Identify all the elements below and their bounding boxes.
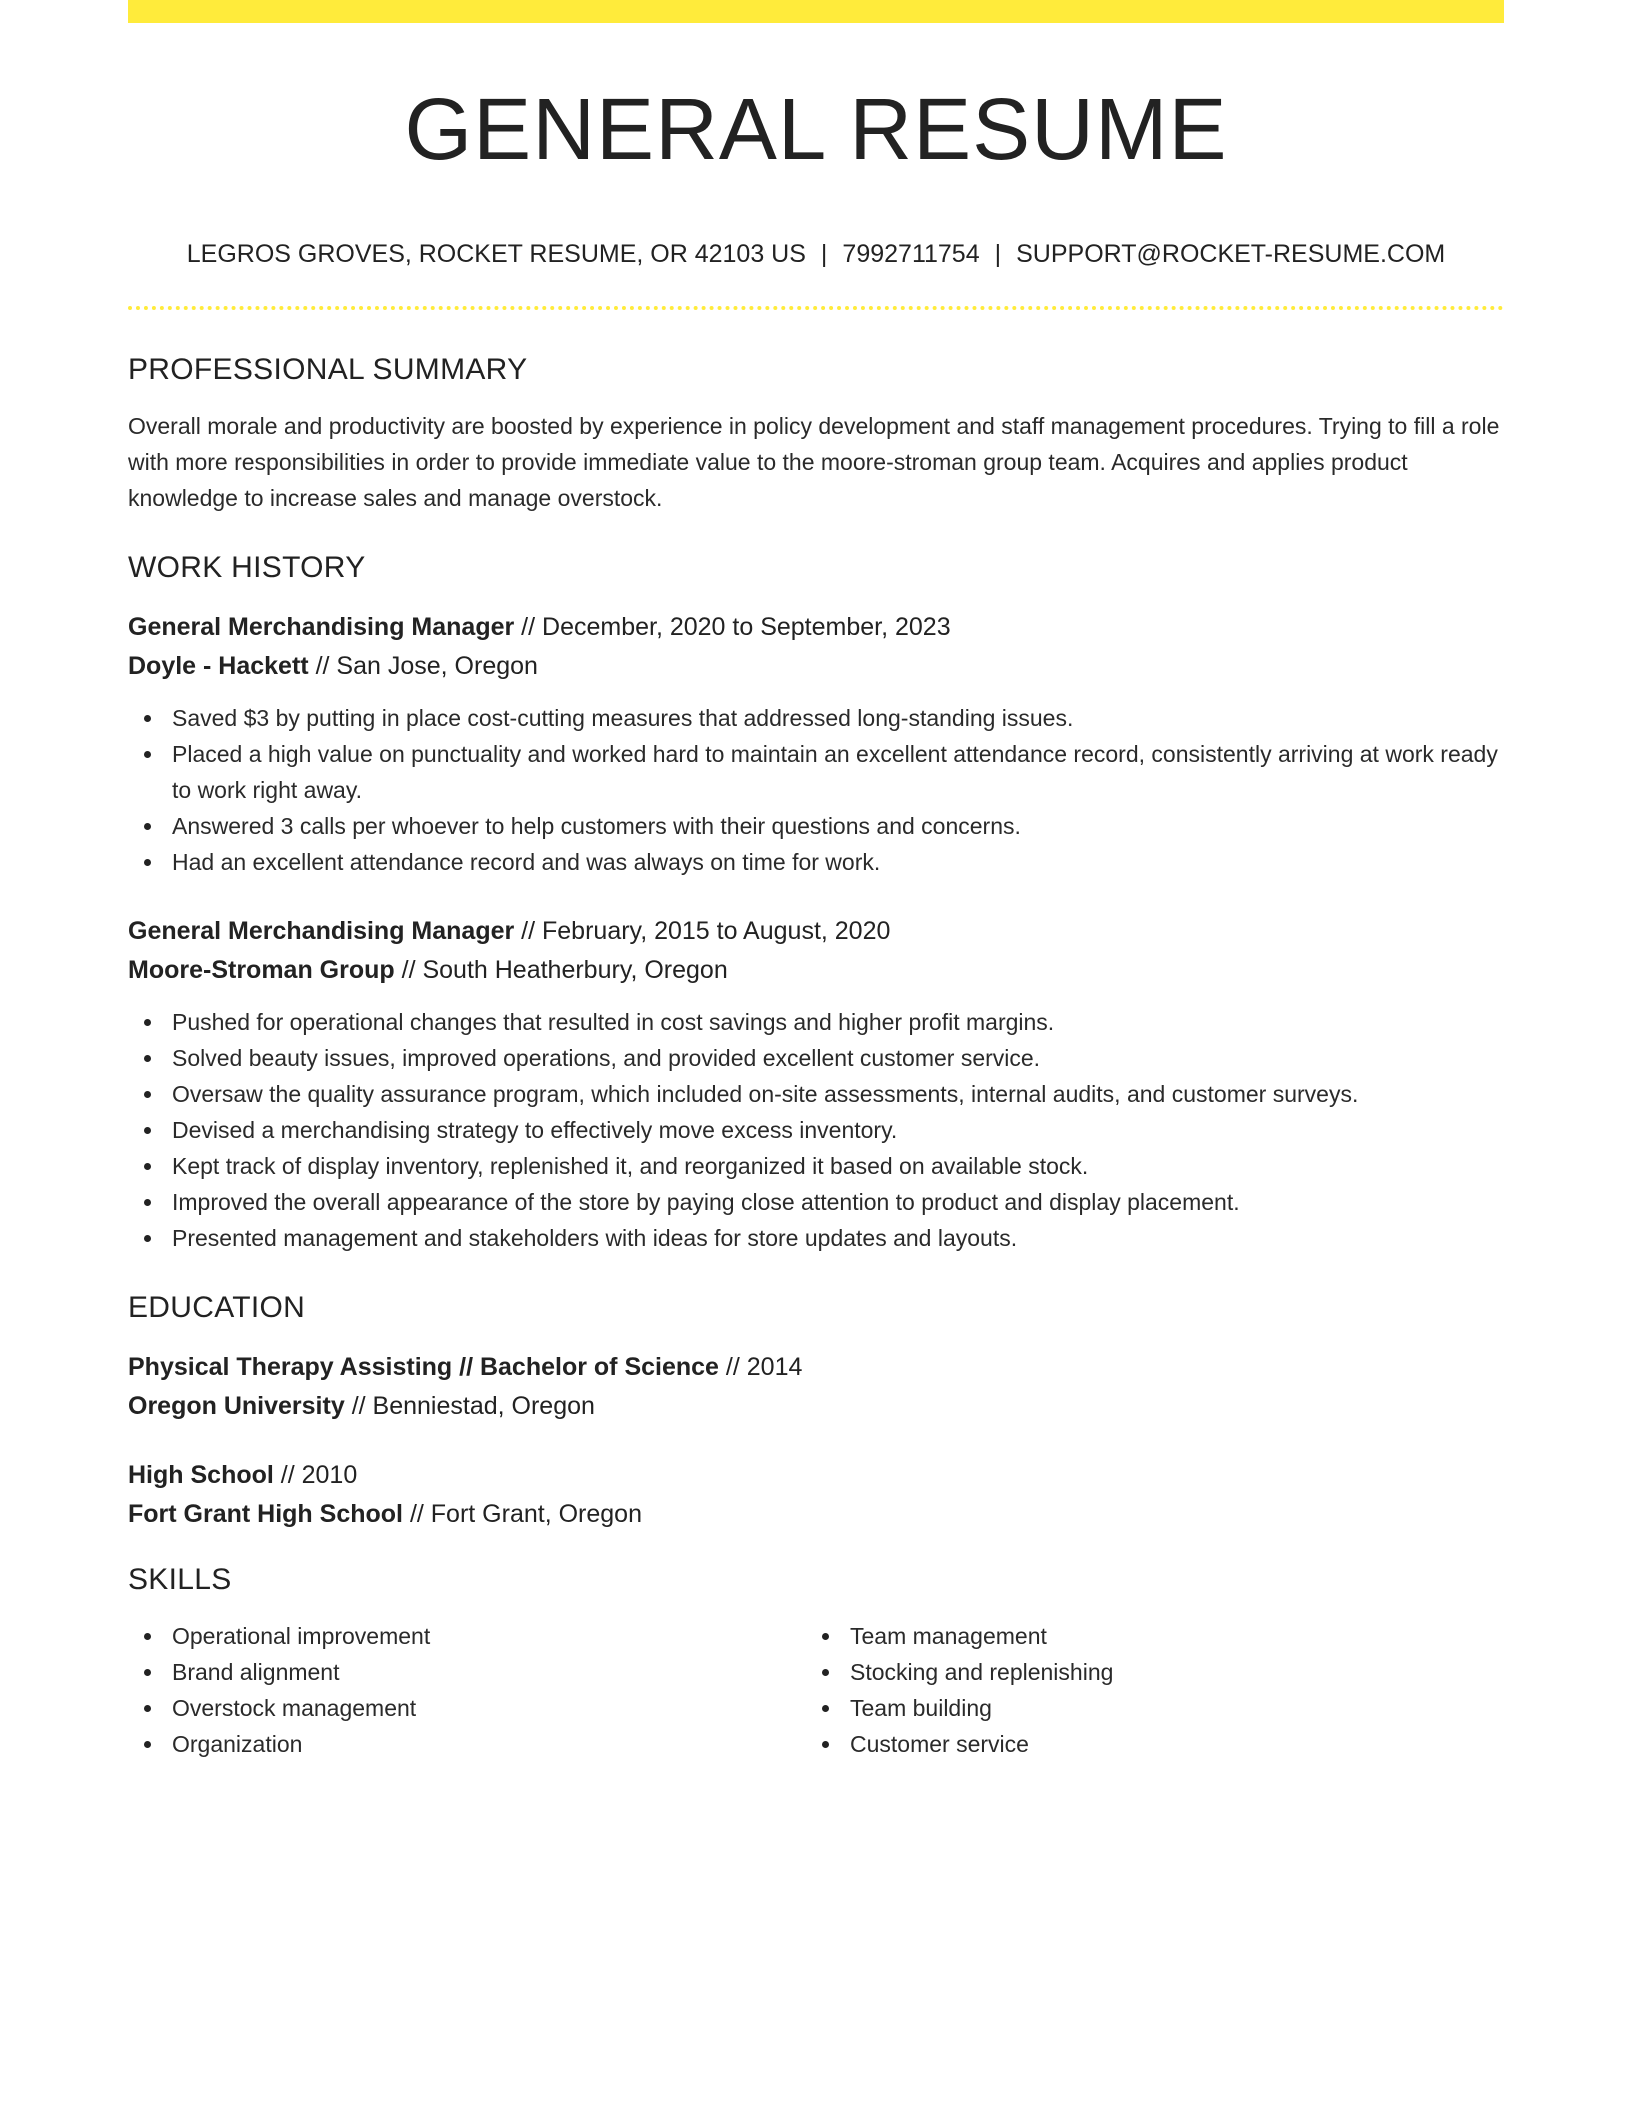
job-title: General Merchandising Manager [128, 613, 515, 641]
job-title-line [128, 608, 1504, 647]
skills-heading: SKILLS [128, 1563, 232, 1596]
job-entry [128, 912, 1504, 1256]
list-item: Placed a high value on punctuality and worked hard to maintain an excellent attendance record, consistently arriving at work ready to work right away. [128, 736, 1504, 808]
school: Oregon University [128, 1392, 345, 1420]
degree-year: // 2014 [725, 1353, 803, 1381]
work-history-section [128, 548, 1504, 1256]
contact-line [128, 238, 1504, 270]
resume-title: GENERAL RESUME [404, 81, 1228, 178]
degree: High School [128, 1461, 274, 1489]
list-item: Pushed for operational changes that resulted in cost savings and higher profit margins. [128, 1004, 1504, 1040]
school-line [128, 1495, 1504, 1534]
skills-section [128, 1560, 1504, 1762]
list-item: Oversaw the quality assurance program, which included on-site assessments, internal audits, and customer surveys. [128, 1076, 1504, 1112]
list-item: Customer service [806, 1726, 1484, 1762]
school-line [128, 1387, 1504, 1426]
list-item: Brand alignment [128, 1654, 806, 1690]
degree-line [128, 1456, 1504, 1495]
degree: Physical Therapy Assisting // Bachelor of Science [128, 1353, 719, 1381]
job-company: Doyle - Hackett [128, 652, 309, 680]
top-accent-bar [128, 0, 1504, 23]
job-company-line [128, 647, 1504, 686]
list-item: Presented management and stakeholders with ideas for store updates and layouts. [128, 1220, 1504, 1256]
job-dates: // February, 2015 to August, 2020 [521, 917, 891, 945]
summary-heading: PROFESSIONAL SUMMARY [128, 353, 528, 386]
job-company: Moore-Stroman Group [128, 956, 395, 984]
list-item: Kept track of display inventory, replenished it, and reorganized it based on available stock. [128, 1148, 1504, 1184]
education-section [128, 1288, 1504, 1534]
work-history-heading: WORK HISTORY [128, 551, 366, 584]
school-location: // Benniestad, Oregon [351, 1392, 595, 1420]
skills-left-column [128, 1618, 806, 1762]
list-item: Organization [128, 1726, 806, 1762]
list-item: Operational improvement [128, 1618, 806, 1654]
skills-columns [128, 1618, 1504, 1762]
job-dates: // December, 2020 to September, 2023 [521, 613, 951, 641]
list-item: Improved the overall appearance of the store by paying close attention to product and display placement. [128, 1184, 1504, 1220]
list-item: Saved $3 by putting in place cost-cutting measures that addressed long-standing issues. [128, 700, 1504, 736]
degree-year: // 2010 [280, 1461, 358, 1489]
summary-section [128, 350, 1504, 516]
degree-line [128, 1348, 1504, 1387]
contact-phone: 7992711754 [842, 240, 980, 268]
skills-right-column [806, 1618, 1484, 1762]
job-entry [128, 608, 1504, 880]
job-location: // South Heatherbury, Oregon [401, 956, 728, 984]
dotted-divider [128, 306, 1504, 310]
list-item: Had an excellent attendance record and was always on time for work. [128, 844, 1504, 880]
list-item: Stocking and replenishing [806, 1654, 1484, 1690]
contact-address: LEGROS GROVES, ROCKET RESUME, OR 42103 US [186, 240, 806, 268]
list-item: Overstock management [128, 1690, 806, 1726]
contact-email: SUPPORT@ROCKET-RESUME.COM [1016, 240, 1446, 268]
school-location: // Fort Grant, Oregon [409, 1500, 642, 1528]
list-item: Team management [806, 1618, 1484, 1654]
job-title: General Merchandising Manager [128, 917, 515, 945]
job-company-line [128, 951, 1504, 990]
job-title-line [128, 912, 1504, 951]
contact-separator: | [820, 240, 828, 268]
resume-content [128, 350, 1504, 1762]
contact-separator: | [994, 240, 1002, 268]
list-item: Devised a merchandising strategy to effectively move excess inventory. [128, 1112, 1504, 1148]
education-heading: EDUCATION [128, 1291, 306, 1324]
education-entry [128, 1348, 1504, 1426]
job-bullets [128, 700, 1504, 880]
job-location: // San Jose, Oregon [315, 652, 538, 680]
school: Fort Grant High School [128, 1500, 403, 1528]
list-item: Solved beauty issues, improved operations, and provided excellent customer service. [128, 1040, 1504, 1076]
education-entry [128, 1456, 1504, 1534]
list-item: Answered 3 calls per whoever to help customers with their questions and concerns. [128, 808, 1504, 844]
job-bullets [128, 1004, 1504, 1256]
summary-text: Overall morale and productivity are boosted by experience in policy development and staff management procedures. Trying to fill a role with more responsibilities in order to provide immediate value to the moore-stroman group team. Acquires and applies product knowledge to increase sales and manage overstock. [128, 413, 1500, 511]
list-item: Team building [806, 1690, 1484, 1726]
